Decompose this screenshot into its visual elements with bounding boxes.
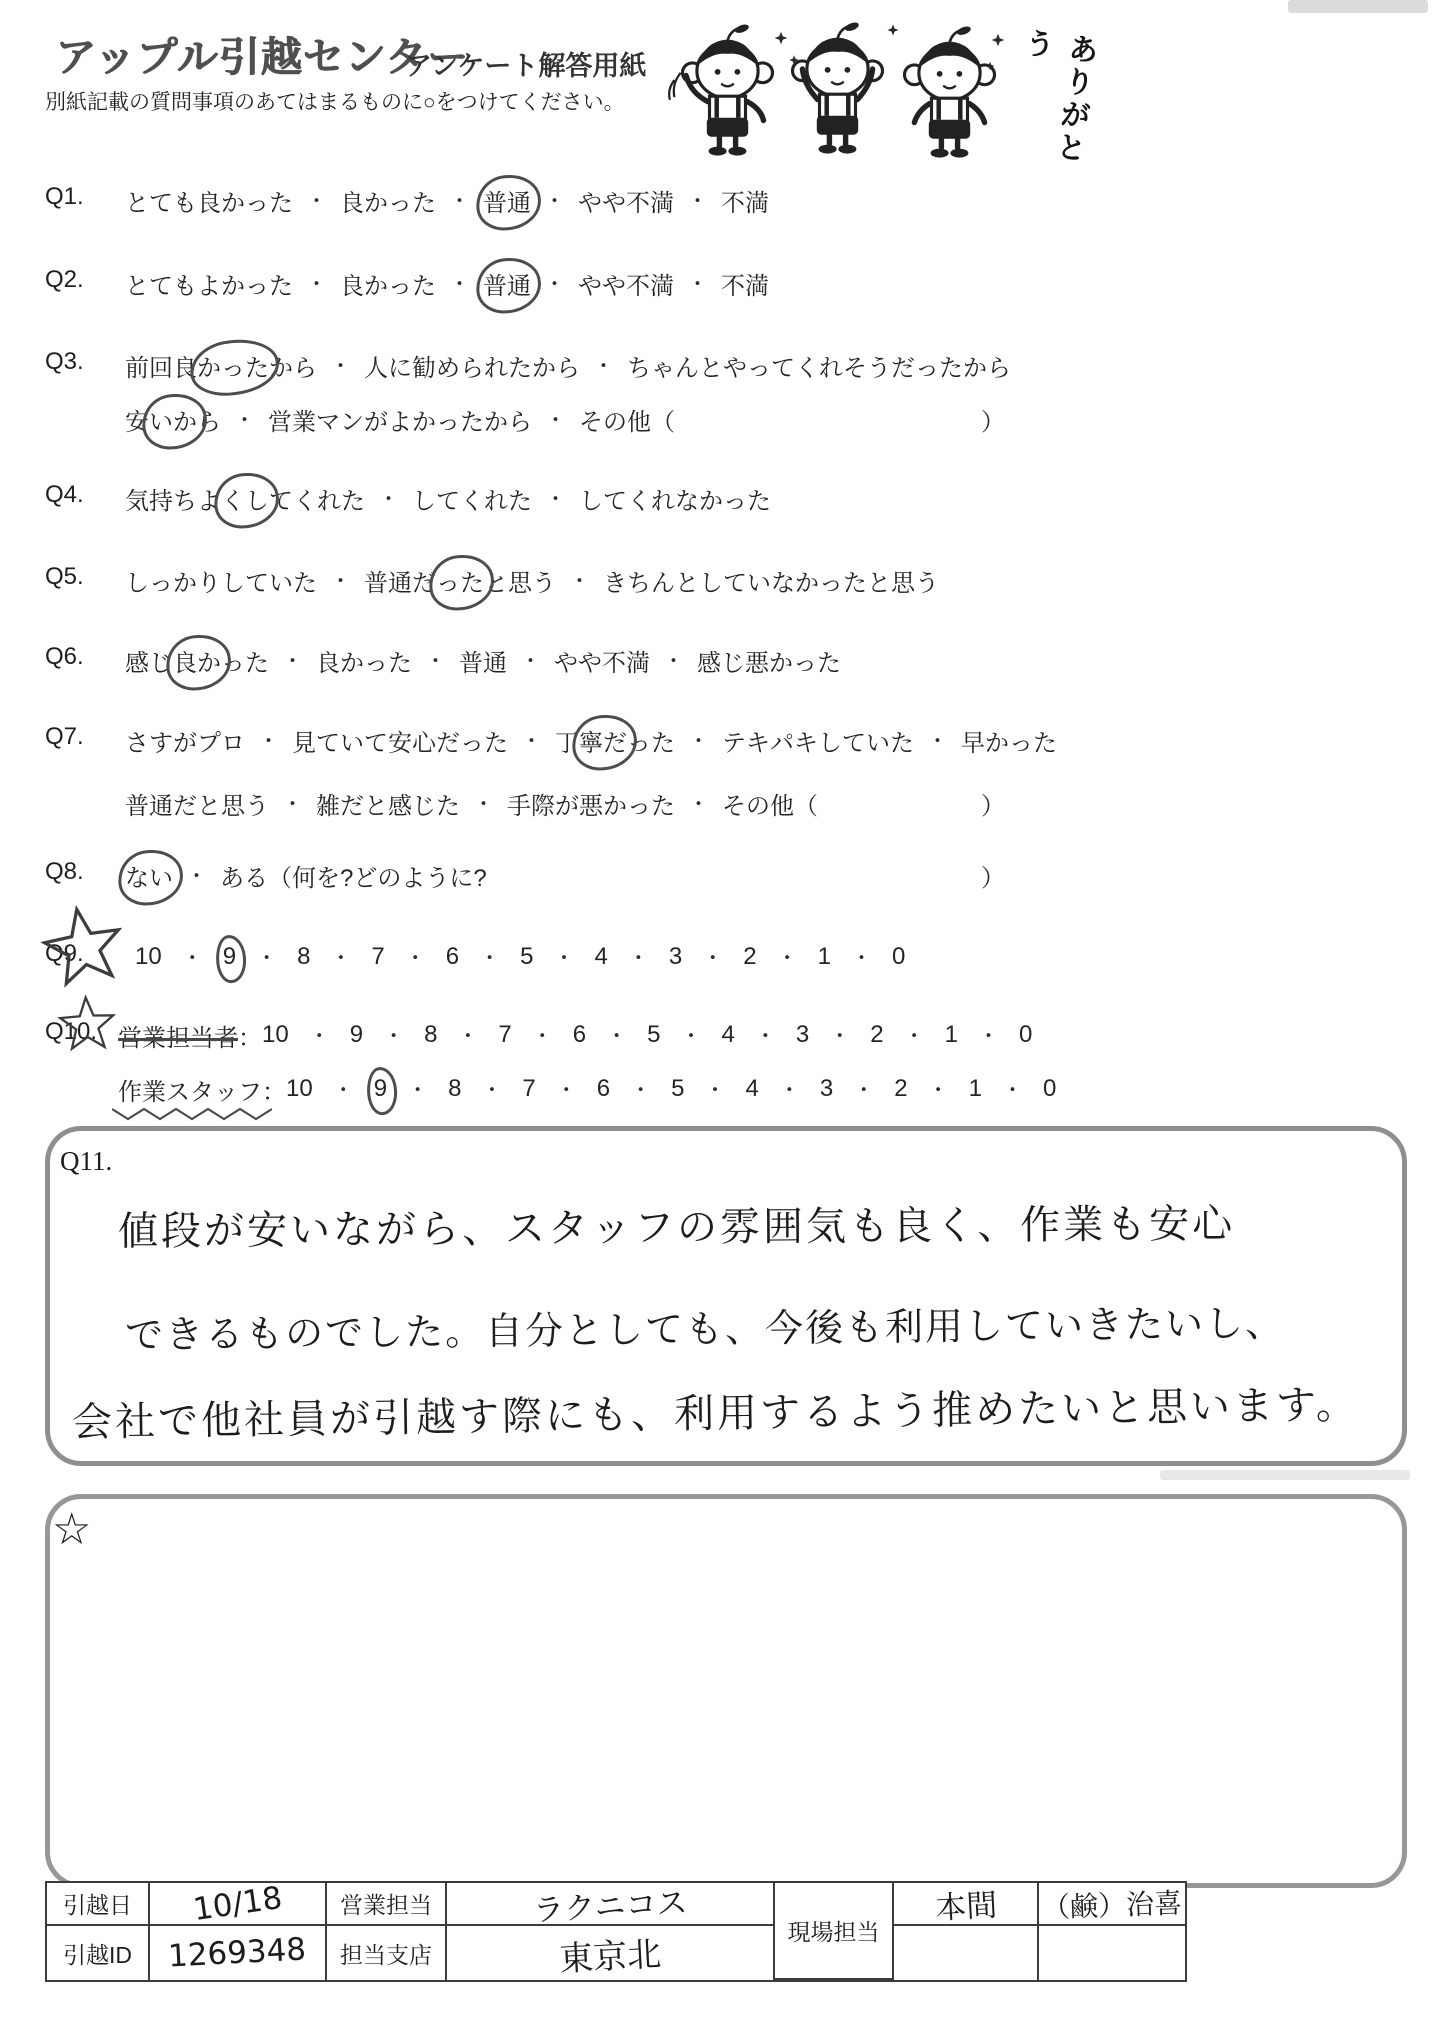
question-id: Q11. bbox=[60, 1146, 113, 1176]
instruction-text: 別紙記載の質問事項のあてはまるものに○をつけてください。 bbox=[45, 91, 625, 114]
option-text: 10 bbox=[135, 943, 162, 970]
question-options-row bbox=[125, 481, 771, 515]
sales-rep-value: ラクニコス bbox=[447, 1883, 775, 1926]
monkey-2 bbox=[793, 21, 883, 154]
site-staff-value-2: （鹸）治喜 bbox=[1039, 1883, 1185, 1926]
option-separator: ・ bbox=[593, 355, 614, 378]
sparkle-icon bbox=[992, 34, 1005, 47]
empty-cell bbox=[1039, 1926, 1185, 1980]
option-separator: ・ bbox=[687, 190, 708, 213]
option-separator: ・ bbox=[383, 1025, 405, 1048]
option-text: 5 bbox=[520, 943, 534, 970]
option-text: 6 bbox=[445, 943, 460, 970]
option-separator: ・ bbox=[545, 409, 566, 432]
question-options-row bbox=[125, 786, 1005, 820]
question-options-row bbox=[125, 348, 1011, 382]
sparkle-icon bbox=[887, 24, 898, 35]
option-separator: ・ bbox=[306, 273, 327, 296]
scan-artifact bbox=[1288, 0, 1428, 13]
option-text: 10 bbox=[262, 1021, 289, 1048]
option-separator: ・ bbox=[927, 730, 948, 753]
option-text: 2 bbox=[870, 1021, 884, 1048]
option-text: 不満 bbox=[721, 189, 769, 217]
option-text-circled: 普通 bbox=[483, 183, 531, 218]
handwritten-circle-annotation: かった bbox=[197, 348, 269, 383]
option-separator: ・ bbox=[330, 570, 351, 593]
option-text: 8 bbox=[424, 1021, 438, 1048]
option-text: ） bbox=[981, 864, 1005, 892]
option-text: 良かった bbox=[340, 189, 436, 217]
option-separator: ・ bbox=[332, 1079, 354, 1102]
move-date-label: 引越日 bbox=[47, 1883, 150, 1926]
option-text: やや不満 bbox=[554, 649, 650, 677]
option-separator: ・ bbox=[330, 355, 351, 378]
site-staff-label: 現場担当 bbox=[775, 1883, 894, 1980]
option-separator: ・ bbox=[754, 1025, 776, 1048]
option-separator: ・ bbox=[606, 1025, 628, 1048]
star-icon: ☆ bbox=[52, 1505, 92, 1554]
option-separator: ・ bbox=[829, 1025, 851, 1048]
option-text: 3 bbox=[668, 943, 683, 970]
option-separator: ・ bbox=[776, 947, 798, 970]
option-text: 0 bbox=[891, 943, 906, 970]
thanks-handwriting: ありがとう bbox=[1017, 25, 1100, 167]
option-separator: ・ bbox=[569, 570, 590, 593]
option-text: ある（何を?どのように? bbox=[220, 864, 487, 892]
option-text: ） bbox=[981, 408, 1005, 436]
option-text: 早かった bbox=[961, 729, 1057, 757]
question-id: Q7. bbox=[45, 723, 84, 750]
option-separator: ・ bbox=[520, 650, 541, 673]
monkey-3 bbox=[905, 25, 995, 158]
option-text: 手際が悪かった bbox=[507, 792, 675, 820]
handwritten-circle-annotation: 寧だ bbox=[579, 723, 627, 758]
option-separator: ・ bbox=[282, 650, 303, 673]
question-options-row bbox=[125, 643, 841, 677]
question-id: Q1. bbox=[45, 183, 84, 210]
branch-label: 担当支店 bbox=[327, 1926, 447, 1980]
site-staff-value-1: 本間 bbox=[894, 1883, 1039, 1926]
option-separator: ・ bbox=[544, 273, 565, 296]
option-separator: ・ bbox=[927, 1079, 949, 1102]
option-separator: ・ bbox=[544, 190, 565, 213]
option-text: 6 bbox=[596, 1075, 611, 1102]
question-id: Q10. bbox=[45, 1018, 98, 1045]
handwritten-circle-annotation: くし bbox=[221, 481, 269, 516]
option-text: その他（ bbox=[579, 408, 675, 436]
option-text: してくれた bbox=[412, 487, 532, 515]
option-text: 8 bbox=[448, 1075, 462, 1102]
option-text: ： bbox=[262, 1078, 286, 1106]
question-options-row bbox=[125, 402, 1005, 436]
move-date-value: 10/18 bbox=[150, 1883, 327, 1926]
option-text: とても良かった bbox=[125, 189, 293, 217]
option-text-circled: 感じ良かった bbox=[125, 643, 269, 678]
star-comment-box bbox=[45, 1494, 1407, 1888]
option-separator: ・ bbox=[627, 947, 649, 970]
option-separator: ・ bbox=[704, 1079, 726, 1102]
option-separator: ・ bbox=[481, 1079, 503, 1102]
option-text: 3 bbox=[795, 1021, 810, 1048]
sales-rep-label: 営業担当 bbox=[327, 1883, 447, 1926]
option-text: 3 bbox=[819, 1075, 834, 1102]
option-separator: ・ bbox=[553, 947, 575, 970]
option-text: 見ていて安心だった bbox=[292, 729, 508, 757]
option-text: 1 bbox=[817, 943, 831, 970]
option-text: 良かった bbox=[316, 649, 412, 677]
option-text: テキパキしていた bbox=[722, 729, 914, 757]
option-separator: ・ bbox=[977, 1025, 999, 1048]
option-text: 9 bbox=[349, 1021, 364, 1048]
option-separator: ・ bbox=[407, 1079, 429, 1102]
option-text-circled: 丁寧だった bbox=[555, 723, 675, 758]
option-text: やや不満 bbox=[578, 189, 674, 217]
handwritten-comment-line: 値段が安いながら、スタッフの雰囲気も良く、作業も安心 bbox=[117, 1201, 1236, 1255]
option-separator: ・ bbox=[702, 947, 724, 970]
option-text: その他（ bbox=[722, 792, 818, 820]
option-separator: ・ bbox=[687, 273, 708, 296]
question-options-row bbox=[125, 563, 939, 597]
option-text: 1 bbox=[968, 1075, 982, 1102]
form-title: アンケート解答用紙 bbox=[405, 51, 647, 81]
handwritten-circle-annotation: った bbox=[436, 563, 484, 598]
question-id: Q2. bbox=[45, 266, 84, 293]
footer-table bbox=[45, 1881, 1187, 1982]
option-text: ちゃんとやってくれそうだったから bbox=[627, 354, 1011, 382]
option-text-circled: 前回良かったから bbox=[125, 348, 317, 383]
option-text: 普通だと思う bbox=[125, 792, 269, 820]
option-text: 0 bbox=[1018, 1021, 1033, 1048]
option-text: 4 bbox=[594, 943, 608, 970]
question-options-row bbox=[125, 858, 1005, 892]
option-text: 7 bbox=[498, 1021, 512, 1048]
option-text: 4 bbox=[721, 1021, 735, 1048]
option-text: 良かった bbox=[340, 272, 436, 300]
option-separator: ・ bbox=[330, 947, 352, 970]
option-separator: ・ bbox=[378, 488, 399, 511]
option-text: 人に勧められたから bbox=[364, 354, 580, 382]
option-separator: ・ bbox=[680, 1025, 702, 1048]
option-text: 5 bbox=[671, 1075, 685, 1102]
option-separator: ・ bbox=[425, 650, 446, 673]
option-separator: ・ bbox=[545, 488, 566, 511]
question-options-row bbox=[118, 1072, 1056, 1106]
option-separator: ・ bbox=[181, 947, 203, 970]
option-text: ： bbox=[238, 1024, 262, 1052]
zigzag-underline-annotation bbox=[112, 1106, 272, 1122]
move-id-label: 引越ID bbox=[47, 1926, 150, 1980]
handwritten-comment-line: できるものでした。自分としても、今後も利用していきたいし、 bbox=[124, 1300, 1286, 1358]
option-text: ） bbox=[981, 792, 1005, 820]
option-text-circled: ない bbox=[125, 858, 173, 893]
question-id: Q9. bbox=[45, 940, 84, 967]
question-options-row bbox=[125, 266, 769, 300]
option-separator: ・ bbox=[1001, 1079, 1023, 1102]
option-separator: ・ bbox=[531, 1025, 553, 1048]
brand-title: アップル引越センター bbox=[55, 34, 469, 80]
question-id: Q4. bbox=[45, 481, 84, 508]
option-separator: ・ bbox=[903, 1025, 925, 1048]
option-separator: ・ bbox=[404, 947, 426, 970]
option-text: 0 bbox=[1042, 1075, 1057, 1102]
sparkle-icon bbox=[775, 32, 788, 45]
option-text: 2 bbox=[743, 943, 757, 970]
option-separator: ・ bbox=[479, 947, 501, 970]
option-text: 7 bbox=[371, 943, 385, 970]
option-text: やや不満 bbox=[578, 272, 674, 300]
option-separator: ・ bbox=[778, 1079, 800, 1102]
option-text: 2 bbox=[894, 1075, 908, 1102]
question-options-row bbox=[135, 940, 905, 974]
option-text: 普通 bbox=[459, 649, 507, 677]
move-id-value: 1269348 bbox=[150, 1926, 327, 1980]
option-text: しっかりしていた bbox=[125, 569, 317, 597]
option-separator: ・ bbox=[521, 730, 542, 753]
option-separator: ・ bbox=[688, 793, 709, 816]
question-id: Q3. bbox=[45, 348, 84, 375]
option-separator: ・ bbox=[308, 1025, 330, 1048]
question-options-row bbox=[125, 723, 1057, 757]
option-separator: ・ bbox=[457, 1025, 479, 1048]
option-text-circled: 普通だったと思う bbox=[364, 563, 556, 598]
question-options-row bbox=[118, 1018, 1032, 1052]
question-id: Q6. bbox=[45, 643, 84, 670]
option-text-circled: 安いから bbox=[125, 402, 221, 437]
question-id: Q8. bbox=[45, 858, 84, 885]
option-text-circled: 9 bbox=[222, 943, 237, 970]
option-separator: ・ bbox=[555, 1079, 577, 1102]
option-text: 1 bbox=[944, 1021, 958, 1048]
option-separator: ・ bbox=[630, 1079, 652, 1102]
option-text: 不満 bbox=[721, 272, 769, 300]
scan-artifact bbox=[1160, 1470, 1410, 1480]
option-text-circled: 気持ちよくしてくれた bbox=[125, 481, 365, 516]
handwritten-circle-annotation: 良か bbox=[173, 643, 221, 678]
option-text-circled: 普通 bbox=[483, 266, 531, 301]
option-separator: ・ bbox=[256, 947, 278, 970]
option-text: きちんとしていなかったと思う bbox=[603, 569, 939, 597]
option-text-circled: 9 bbox=[373, 1075, 388, 1102]
option-separator: ・ bbox=[306, 190, 327, 213]
option-separator: ・ bbox=[688, 730, 709, 753]
option-text: 雑だと感じた bbox=[316, 792, 460, 820]
monkey-mascots-illustration bbox=[668, 18, 1008, 180]
option-text: 7 bbox=[522, 1075, 536, 1102]
option-text: 営業マンがよかったから bbox=[268, 408, 532, 436]
question-id: Q5. bbox=[45, 563, 84, 590]
option-separator: ・ bbox=[234, 409, 255, 432]
empty-cell bbox=[894, 1926, 1039, 1980]
option-separator: ・ bbox=[258, 730, 279, 753]
handwritten-circle-annotation: いか bbox=[149, 402, 197, 437]
option-separator: ・ bbox=[449, 190, 470, 213]
option-separator: ・ bbox=[850, 947, 872, 970]
option-text: 感じ悪かった bbox=[697, 649, 841, 677]
option-text: してくれなかった bbox=[579, 487, 771, 515]
monkey-1 bbox=[669, 23, 772, 156]
option-text: 10 bbox=[286, 1075, 313, 1102]
option-separator: ・ bbox=[663, 650, 684, 673]
option-separator: ・ bbox=[449, 273, 470, 296]
option-text: 8 bbox=[297, 943, 311, 970]
option-text: 6 bbox=[572, 1021, 587, 1048]
option-separator: ・ bbox=[186, 865, 207, 888]
option-text: 営業担当者 bbox=[118, 1024, 238, 1052]
option-text: とてもよかった bbox=[125, 272, 293, 300]
option-separator: ・ bbox=[853, 1079, 875, 1102]
option-separator: ・ bbox=[282, 793, 303, 816]
handwritten-comment-line: 会社で他社員が引越す際にも、利用するよう推めたいと思います。 bbox=[71, 1382, 1360, 1446]
question-options-row bbox=[125, 183, 769, 217]
option-separator: ・ bbox=[473, 793, 494, 816]
option-text: さすがプロ bbox=[125, 729, 245, 757]
option-text: 4 bbox=[745, 1075, 759, 1102]
option-text: 5 bbox=[647, 1021, 661, 1048]
branch-value: 東京北 bbox=[447, 1926, 775, 1980]
option-text: 作業スタッフ bbox=[118, 1072, 262, 1107]
